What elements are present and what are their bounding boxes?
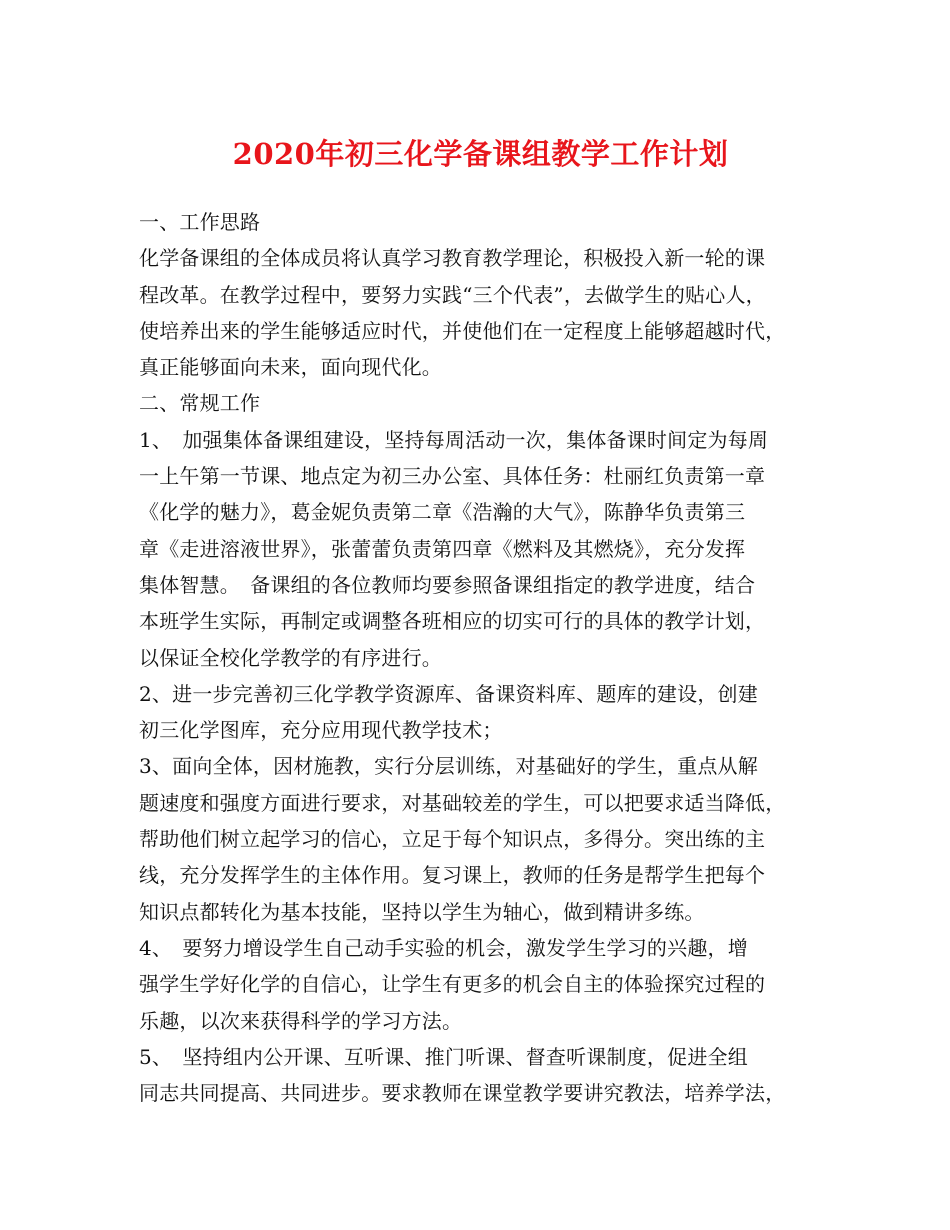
text-line: 化学备课组的全体成员将认真学习教育教学理论，积极投入新一轮的课 bbox=[139, 246, 766, 271]
section-heading: 二、常规工作 bbox=[139, 391, 261, 416]
text-line: 使培养出来的学生能够适应时代，并使他们在一定程度上能够超越时代， bbox=[139, 318, 786, 343]
text-line: 以保证全校化学教学的有序进行。 bbox=[139, 645, 442, 670]
text-line: 知识点都转化为基本技能，坚持以学生为轴心，做到精讲多练。 bbox=[139, 899, 705, 924]
text-line: 线，充分发挥学生的主体作用。复习课上，教师的任务是帮学生把每个 bbox=[139, 863, 766, 888]
text-line: 程改革。在教学过程中，要努力实践“三个代表”，去做学生的贴心人， bbox=[139, 282, 766, 307]
text-line: 章《走进溶液世界》，张蕾蕾负责第四章《燃料及其燃烧》，充分发挥 bbox=[139, 536, 746, 561]
document-title: 2020年初三化学备课组教学工作计划 bbox=[232, 137, 729, 171]
text-line: 乐趣，以次来获得科学的学习方法。 bbox=[139, 1008, 463, 1033]
text-line: 5、 坚持组内公开课、互听课、推门听课、督查听课制度，促进全组 bbox=[139, 1044, 748, 1069]
text-line: 一上午第一节课、地点定为初三办公室、具体任务：杜丽红负责第一章 bbox=[139, 464, 766, 489]
text-line: 《化学的魅力》，葛金妮负责第二章《浩瀚的大气》，陈静华负责第三 bbox=[139, 500, 746, 525]
section-heading: 一、工作思路 bbox=[139, 210, 261, 234]
text-line: 本班学生实际，再制定或调整各班相应的切实可行的具体的教学计划， bbox=[139, 609, 766, 634]
text-line: 题速度和强度方面进行要求，对基础较差的学生，可以把要求适当降低， bbox=[139, 790, 786, 815]
text-line: 强学生学好化学的自信心，让学生有更多的机会自主的体验探究过程的 bbox=[139, 972, 766, 997]
document-body bbox=[139, 204, 822, 1111]
text-line: 真正能够面向未来，面向现代化。 bbox=[139, 355, 442, 380]
text-line: 同志共同提高、共同进步。要求教师在课堂教学要讲究教法，培养学法， bbox=[139, 1081, 786, 1106]
text-line: 初三化学图库，充分应用现代教学技术； bbox=[139, 718, 503, 743]
text-line: 4、 要努力增设学生自己动手实验的机会，激发学生学习的兴趣，增 bbox=[139, 935, 748, 960]
text-line: 集体智慧。 备课组的各位教师均要参照备课组指定的教学进度，结合 bbox=[139, 572, 756, 597]
text-line: 1、 加强集体备课组建设，坚持每周活动一次，集体备课时间定为每周 bbox=[139, 427, 769, 452]
text-line: 2、进一步完善初三化学教学资源库、备课资料库、题库的建设，创建 bbox=[139, 681, 758, 706]
text-line: 帮助他们树立起学习的信心，立足于每个知识点，多得分。突出练的主 bbox=[139, 827, 766, 852]
text-line: 3、面向全体，因材施教，实行分层训练，对基础好的学生，重点从解 bbox=[139, 754, 758, 779]
